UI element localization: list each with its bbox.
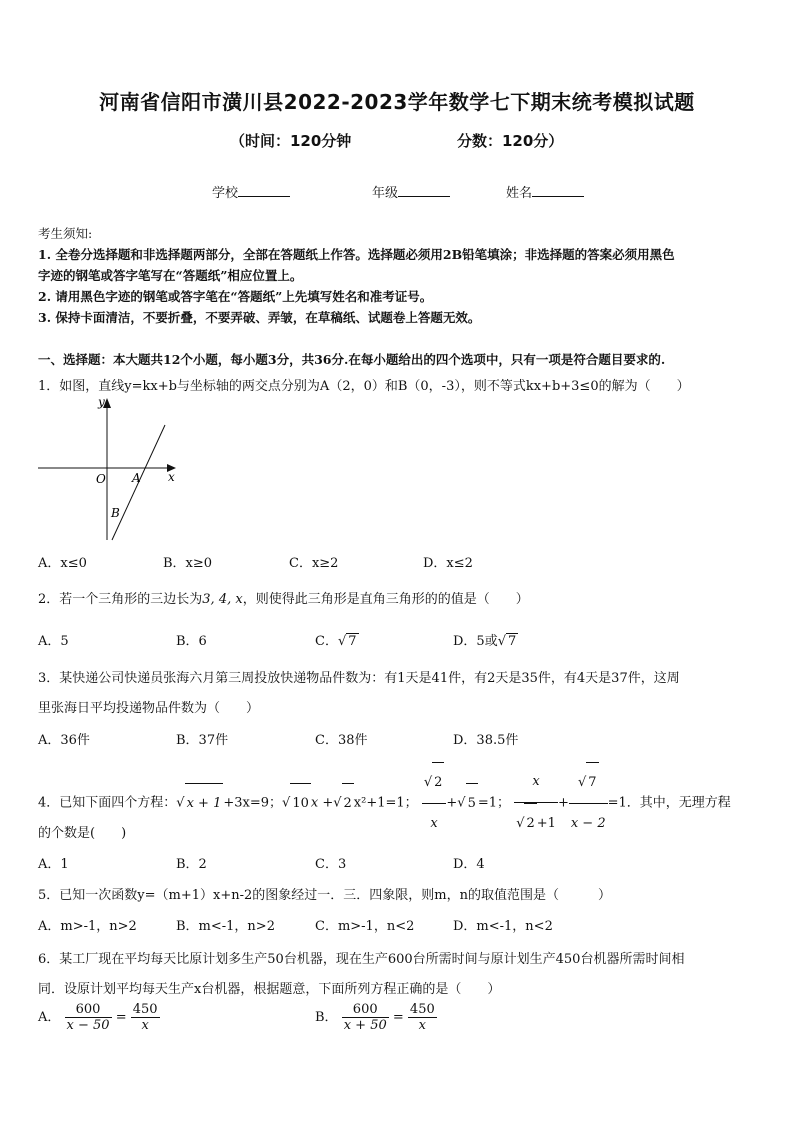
notice-item-3: 3. 保持卡面清洁，不要折叠，不要弄破、弄皱，在草稿纸、试题卷上答题无效。 (38, 310, 481, 325)
q5-option-c[interactable]: C．m>-1，n<2 (315, 919, 415, 934)
radical-sign: √ (457, 795, 466, 811)
q6-option-a-label: A． (38, 1010, 61, 1025)
q4-eq4-fraction-1 (514, 762, 558, 844)
q2-option-a[interactable]: A．5 (38, 634, 69, 649)
grade-blank (398, 184, 450, 197)
q6-line-1: 6．某工厂现在平均每天比原计划多生产50台机器，现在生产600台所需时间与原计划生产450台机器所需时间相 (38, 952, 685, 967)
q1-text: 1．如图，直线y=kx+b与坐标轴的两交点分别为A（2，0）和B（0，-3），则不等式kx+b+3≤0的解为（ ） (38, 379, 690, 394)
notice-item-2: 2. 请用黑色字迹的钢笔或答字笔在“答题纸”上先填写姓名和准考证号。 (38, 289, 433, 304)
q5-option-d[interactable]: D．m<-1，n<2 (453, 919, 553, 934)
school-blank (238, 184, 290, 197)
q6-option-a-denominator-1: x − 50 (66, 1018, 110, 1033)
q4-eq4-denominator-1-radicand: 2 (524, 803, 536, 844)
grade-field (372, 182, 450, 201)
radical-sign: √ (176, 795, 185, 811)
q4-eq3-rest: =1； (477, 795, 511, 811)
origin-label: O (96, 472, 106, 486)
grade-label: 年级 (372, 186, 399, 201)
q3-option-a[interactable]: A．36件 (38, 733, 90, 748)
q2-option-c[interactable] (315, 630, 359, 649)
exam-score: 分数：120分） (457, 132, 564, 150)
q6-option-b-label: B． (315, 1010, 338, 1025)
q2-sides: 3, 4, x (202, 592, 243, 607)
q6-option-b-numerator-2: 450 (409, 1002, 435, 1017)
q1-option-b[interactable]: B．x≥0 (163, 556, 213, 571)
q5-text: 5．已知一次函数y=（m+1）x+n-2的图象经过一．三．四象限，则m，n的取值范围是（ ） (38, 888, 611, 903)
q6-option-b[interactable] (315, 1002, 437, 1033)
q2-pre: 2．若一个三角形的三边长为 (38, 592, 203, 607)
section-heading: 一、选择题：本大题共12个小题，每小题3分，共36分.在每小题给出的四个选项中，只有一项是符合题目要求的. (38, 352, 666, 367)
q4-eq2-radicand-1: 10 (290, 783, 311, 824)
q4-eq2-radicand-2: 2 (342, 783, 354, 824)
q2-option-c-radicand: 7 (348, 634, 357, 649)
radical-sign: √ (516, 816, 525, 831)
q2-option-d-label: D．5或 (453, 634, 498, 649)
q3-option-b[interactable]: B．37件 (176, 733, 229, 748)
q4-eq3-denominator: x (430, 816, 438, 831)
q4-eq4-rest: =1．其中，无理方程 (607, 795, 731, 811)
q4-line-2: 的个数是( ) (38, 826, 127, 841)
q4-eq2-mid: x + (310, 795, 334, 811)
q4-eq1-radicand: x + 1 (185, 783, 224, 824)
radical-sign: √ (497, 634, 506, 649)
q6-option-b-fraction-2 (408, 1002, 437, 1033)
q4-eq1-rest: +3x=9； (223, 795, 283, 811)
q6-option-b-denominator-2: x (418, 1018, 426, 1033)
q4-eq2-rest: x²+1=1； (353, 795, 418, 811)
y-axis-label: y (98, 395, 105, 409)
q4-eq4-denominator-2: x − 2 (570, 816, 606, 831)
q3-option-d[interactable]: D．38.5件 (453, 733, 519, 748)
q4-eq3-radicand: 5 (466, 783, 478, 824)
q3-line-1: 3．某快递公司快递员张海六月第三周投放快递物品件数为：有1天是41件，有2天是35件，有4天是37件，这周 (38, 671, 680, 686)
q6-line-2: 同．设原计划平均每天生产x台机器，根据题意，下面所列方程正确的是（ ） (38, 982, 501, 997)
school-field (212, 182, 290, 201)
q1-option-d[interactable]: D．x≤2 (423, 556, 473, 571)
q4-option-b[interactable]: B．2 (176, 857, 207, 872)
notice-item-1b: 字迹的钢笔或答字笔写在“答题纸”相应位置上。 (38, 268, 303, 283)
name-blank (532, 184, 584, 197)
q4-eq4-fraction-2 (569, 762, 608, 844)
q4-eq3-fraction (422, 762, 447, 844)
q5-option-a[interactable]: A．m>-1，n>2 (38, 919, 137, 934)
q6-option-a-fraction-1 (65, 1002, 112, 1033)
q2-option-d[interactable] (453, 630, 518, 649)
radical-sign: √ (337, 634, 347, 649)
q4-eq4-numerator-1: x (514, 762, 558, 803)
notice-heading: 考生须知: (38, 226, 93, 241)
q2-post: ，则使得此三角形是直角三角形的的值是（ ） (242, 592, 529, 607)
q5-option-b[interactable]: B．m<-1，n>2 (176, 919, 275, 934)
q4-option-a[interactable]: A．1 (38, 857, 69, 872)
school-label: 学校 (212, 186, 239, 201)
radical-sign: √ (282, 795, 291, 811)
exam-title: 河南省信阳市潢川县2022-2023学年数学七下期末统考模拟试题 (99, 90, 695, 114)
name-field (506, 182, 584, 201)
q1-option-c[interactable]: C．x≥2 (289, 556, 339, 571)
q6-option-a[interactable] (38, 1002, 160, 1033)
q6-option-a-numerator-2: 450 (132, 1002, 158, 1017)
q2-option-b[interactable]: B．6 (176, 634, 207, 649)
point-b-label: B (111, 506, 120, 520)
radical-sign: √ (333, 795, 342, 811)
q4-equations (38, 762, 731, 844)
q3-option-c[interactable]: C．38件 (315, 733, 368, 748)
q1-graph (34, 392, 184, 547)
q4-eq4-denominator-1-tail: +1 (536, 816, 556, 831)
q6-option-a-denominator-2: x (141, 1018, 149, 1033)
point-a-label: A (132, 471, 141, 485)
q4-option-d[interactable]: D．4 (453, 857, 485, 872)
q6-option-b-equals: = (392, 1010, 404, 1025)
exam-time: （时间：120分钟 (230, 132, 352, 150)
q2-text (38, 588, 529, 607)
q6-option-b-fraction-1 (342, 1002, 389, 1033)
q2-option-d-radicand: 7 (508, 634, 517, 649)
q4-option-c[interactable]: C．3 (315, 857, 347, 872)
q6-option-a-numerator-1: 600 (65, 1002, 112, 1018)
q6-option-b-numerator-1: 600 (342, 1002, 389, 1018)
radical-sign: √ (577, 775, 587, 790)
radical-sign: √ (423, 775, 433, 790)
q4-eq4-plus: + (557, 795, 569, 811)
q3-line-2: 里张海日平均投递物品件数为（ ） (38, 701, 260, 716)
q2-option-c-label: C． (315, 634, 338, 649)
q4-eq4-numerator-2: 7 (586, 762, 598, 803)
name-label: 姓名 (506, 186, 533, 201)
q1-option-a[interactable]: A．x≤0 (38, 556, 87, 571)
q6-option-b-denominator-1: x + 50 (343, 1018, 387, 1033)
q4-eq3-plus: + (446, 795, 458, 811)
notice-item-1a: 1. 全卷分选择题和非选择题两部分，全部在答题纸上作答。选择题必须用2B铅笔填涂；非选择题的答案必须用黑色 (38, 247, 675, 262)
q4-eq3-numerator: 2 (432, 762, 444, 803)
q4-lead: 4．已知下面四个方程： (38, 795, 177, 811)
q6-option-a-equals: = (115, 1010, 127, 1025)
q6-option-a-fraction-2 (131, 1002, 160, 1033)
x-axis-label: x (168, 470, 175, 484)
